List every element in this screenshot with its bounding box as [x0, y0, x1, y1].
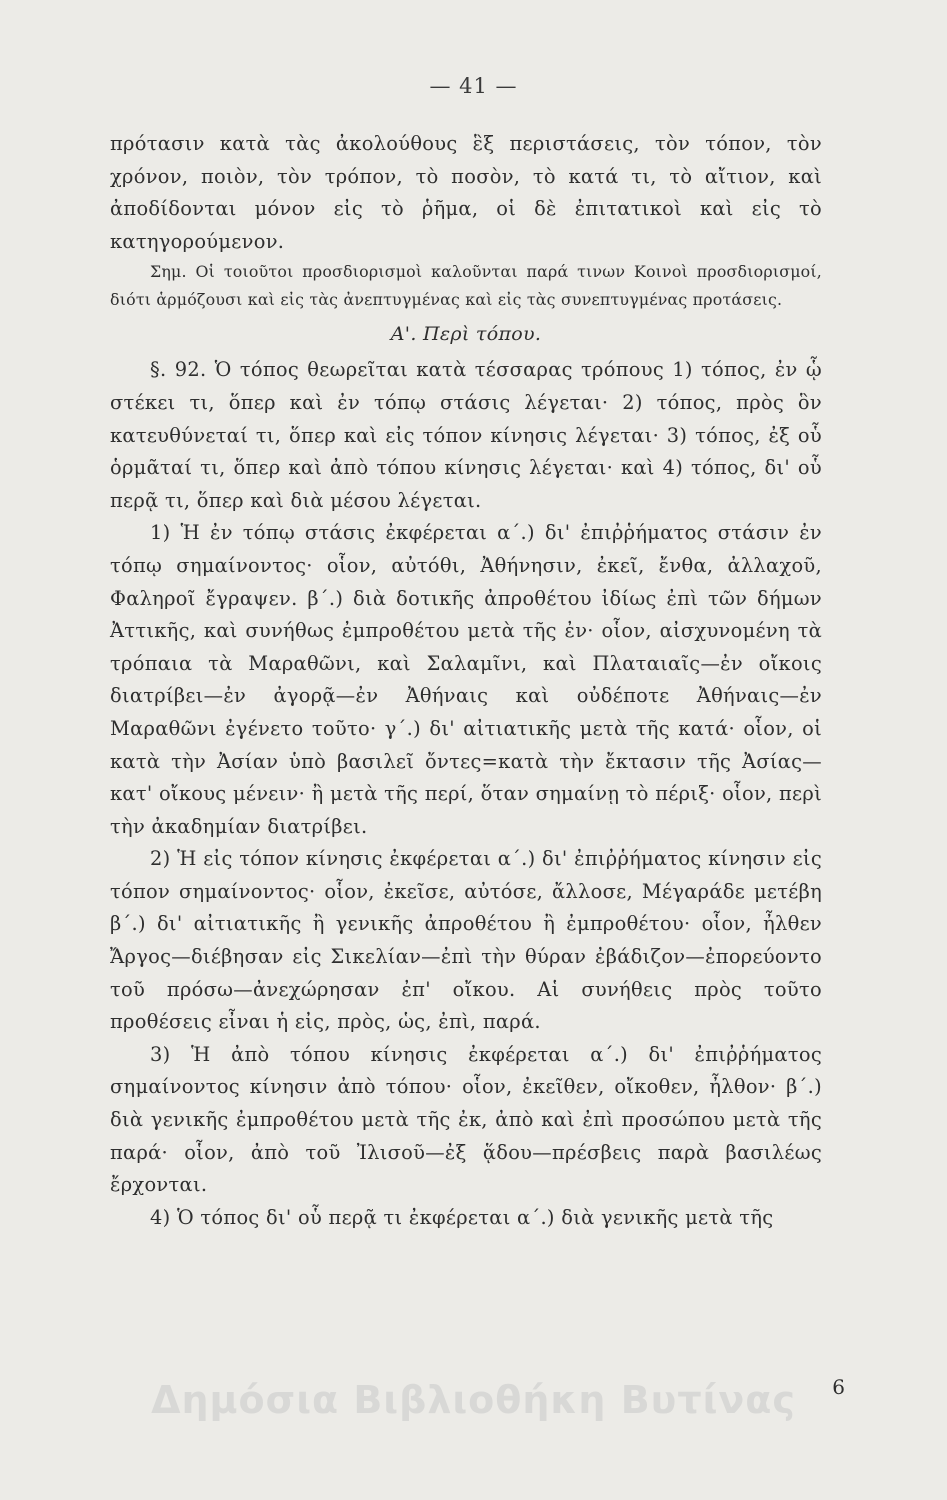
section-heading: Α'. Περὶ τόπου. — [390, 323, 542, 346]
paragraph-case-1: 1) Ἡ ἐν τόπῳ στάσις ἐκφέρεται α΄.) δι' ἐπιῤῥήματος στάσιν ἐν τόπῳ σημαίνοντος· οἷον, αὐτόθι, Ἀθήνησιν, ἐκεῖ, ἔνθα, ἀλλαχοῦ, Φαληροῖ ἔγραψεν. β΄.) διὰ δοτικῆς ἀπροθέτου ἰδίως ἐπὶ τῶν δήμων Ἀττικῆς, καὶ συνήθως ἐμπροθέτου μετὰ τῆς ἐν· οἷον, αἰσχυνομένη τὰ τρόπαια τὰ Μαραθῶνι, καὶ Σαλαμῖνι, καὶ Πλαταιαῖς—ἐν οἴκοις διατρίβει—ἐν ἀγορᾷ—ἐν Ἀθήναις καὶ οὐδέποτε Ἀθήναις—ἐν Μαραθῶνι ἐγένετο τοῦτο· γ΄.) δι' αἰτιατικῆς μετὰ τῆς κατά· οἷον, οἱ κατὰ τὴν Ἀσίαν ὑπὸ βασιλεῖ ὄντες=κατὰ τὴν ἔκτασιν τῆς Ἀσίας—κατ' οἴκους μένειν· ἢ μετὰ τῆς περί, ὅταν σημαίνῃ τὸ πέριξ· οἷον, περὶ τὴν ἀκαδημίαν διατρίβει. — [110, 521, 822, 838]
body-text — [110, 128, 822, 1234]
paragraph-intro: πρότασιν κατὰ τὰς ἀκολούθους ἓξ περιστάσεις, τὸν τόπον, τὸν χρόνον, ποιὸν, τὸν τρόπον, τὸ ποσὸν, τὸ κατά τι, τὸ αἴτιον, καὶ ἀποδίδονται μόνον εἰς τὸ ῥῆμα, οἱ δὲ ἐπιτατικοὶ καὶ εἰς τὸ κατηγορούμενον. — [110, 132, 822, 253]
paragraph-note: Σημ. Οἱ τοιοῦτοι προσδιορισμοὶ καλοῦνται παρά τινων Κοινοὶ προσδιορισμοί, διότι ἁρμόζουσι καὶ εἰς τὰς ἀνεπτυγμένας καὶ εἰς τὰς συνεπτυγμένας προτάσεις. — [110, 262, 822, 310]
signature-mark: 6 — [832, 1375, 845, 1399]
paragraph-case-4: 4) Ὁ τόπος δι' οὗ περᾷ τι ἐκφέρεται α΄.) διὰ γενικῆς μετὰ τῆς — [150, 1205, 774, 1229]
paragraph-case-2: 2) Ἡ εἰς τόπον κίνησις ἐκφέρεται α΄.) δι' ἐπιῤῥήματος κίνησιν εἰς τόπον σημαίνοντος· οἷον, ἐκεῖσε, αὐτόσε, ἄλλοσε, Μέγαράδε μετέβη β΄.) δι' αἰτιατικῆς ἢ γενικῆς ἀπροθέτου ἢ ἐμπροθέτου· οἷον, ἦλθεν Ἄργος—διέβησαν εἰς Σικελίαν—ἐπὶ τὴν θύραν ἐβάδιζον—ἐπορεύοντο τοῦ πρόσω—ἀνεχώρησαν ἐπ' οἴκου. Αἱ συνήθεις πρὸς τοῦτο προθέσεις εἶναι ἡ εἰς, πρὸς, ὡς, ἐπὶ, παρά. — [110, 847, 822, 1034]
page-number: — 41 — — [429, 74, 518, 98]
library-watermark: Δημόσια Βιβλιοθήκη Βυτίνας — [151, 1378, 796, 1422]
paragraph-section-92: §. 92. Ὁ τόπος θεωρεῖται κατὰ τέσσαρας τρόπους 1) τόπος, ἐν ᾧ στέκει τι, ὅπερ καὶ ἐν τόπῳ στάσις λέγεται· 2) τόπος, πρὸς ὃν κατευθύνεταί τι, ὅπερ καὶ εἰς τόπον κίνησις λέγεται· 3) τόπος, ἐξ οὗ ὁρμᾶταί τι, ὅπερ καὶ ἀπὸ τόπου κίνησις λέγεται· καὶ 4) τόπος, δι' οὗ περᾷ τι, ὅπερ καὶ διὰ μέσου λέγεται. — [110, 358, 822, 512]
paragraph-case-3: 3) Ἡ ἀπὸ τόπου κίνησις ἐκφέρεται α΄.) δι' ἐπιῤῥήματος σημαίνοντος κίνησιν ἀπὸ τόπου· οἷον, ἐκεῖθεν, οἴκοθεν, ἦλθον· β΄.) διὰ γενικῆς ἐμπροθέτου μετὰ τῆς ἐκ, ἀπὸ καὶ ἐπὶ προσώπου μετὰ τῆς παρά· οἷον, ἀπὸ τοῦ Ἰλισοῦ—ἐξ ᾅδου—πρέσβεις παρὰ βασιλέως ἔρχονται. — [110, 1042, 822, 1197]
